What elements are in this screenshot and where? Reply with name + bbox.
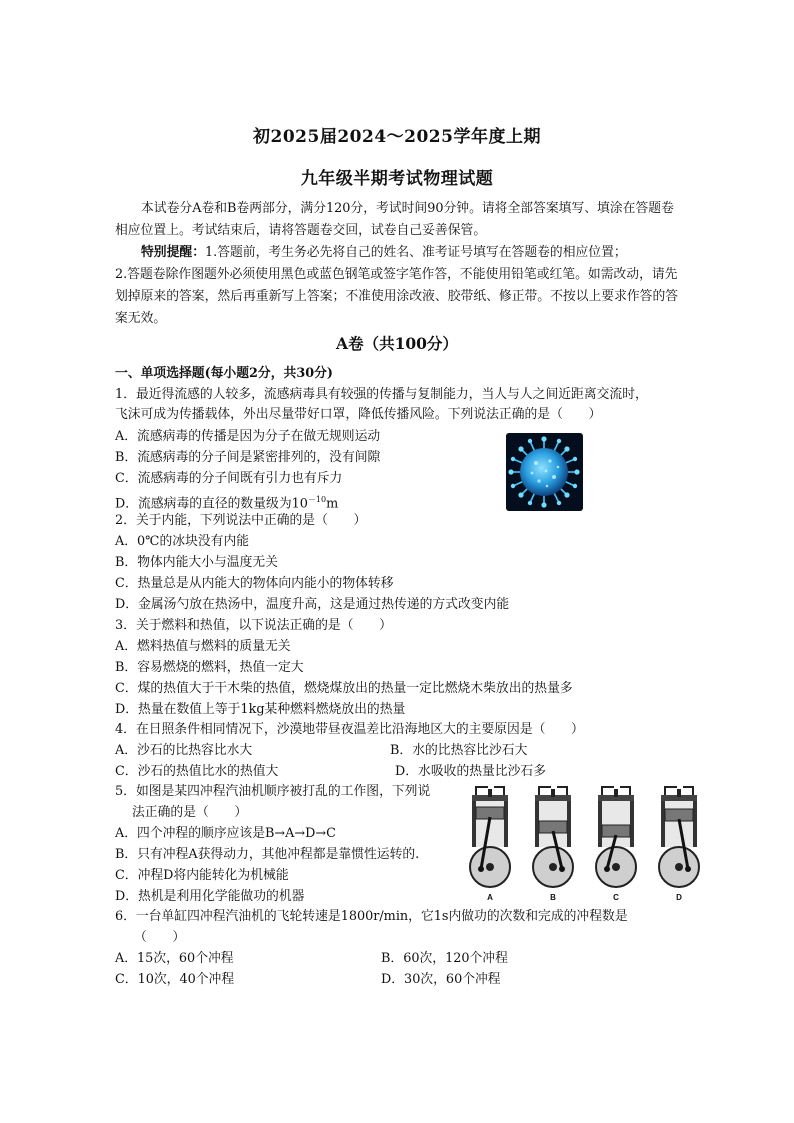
engine-a: [470, 787, 510, 902]
question-3-option-d: D．热量在数值上等于1kg某种燃料燃烧放出的热量: [115, 702, 406, 717]
question-4-option-c: C．沙石的热值比水的热值大: [115, 764, 279, 779]
question-1-stem-line-2: 飞沫可成为传播载体，外出尽量带好口罩，降低传播风险。下列说法正确的是（ ）: [115, 407, 602, 422]
engine-b: [533, 787, 573, 902]
question-3-stem: 3．关于燃料和热值，以下说法正确的是（ ）: [115, 618, 392, 633]
engine-d: [659, 787, 699, 902]
question-5-stem-line-2: 法正确的是（ ）: [132, 805, 248, 820]
question-2-option-a: A．0℃的冰块没有内能: [115, 534, 250, 549]
engine-label-b: B: [550, 893, 556, 902]
answer-rules-paragraph: 2.答题卷除作图题外必须使用黑色或蓝色钢笔或签字笔作答，不能使用铅笔或红笔。如需改动，请先划掉原来的答案，然后再重新写上答案；不准使用涂改液、胶带纸、修正带。不按以上要求作答的答案无效。: [115, 267, 679, 326]
question-3-option-c: C．煤的热值大于干木柴的热值，燃烧煤放出的热量一定比燃烧木柴放出的热量多: [115, 681, 573, 696]
question-1-option-b: B．流感病毒的分子间是紧密排列的，没有间隙: [115, 450, 381, 465]
question-6-option-a: A．15次，60个冲程: [115, 951, 234, 966]
question-5-option-a: A．四个冲程的顺序应该是B→A→D→C: [115, 826, 336, 841]
question-1-option-c: C．流感病毒的分子间既有引力也有斥力: [115, 471, 343, 486]
question-6-option-d: D．30次，60个冲程: [381, 972, 501, 987]
part-title: 一、单项选择题(每小题2分，共30分): [115, 366, 333, 381]
virus-image: [506, 433, 583, 511]
question-1-option-a: A．流感病毒的传播是因为分子在做无规则运动: [115, 429, 381, 444]
question-2-option-d: D．金属汤勺放在热汤中，温度升高，这是通过热传递的方式改变内能: [115, 597, 510, 612]
question-3-option-b: B．容易燃烧的燃料，热值一定大: [115, 660, 304, 675]
question-6-stem-line-1: 6．一台单缸四冲程汽油机的飞轮转速是1800r/min，它1s内做功的次数和完成的冲程数是: [115, 909, 628, 924]
special-notice: [115, 242, 681, 264]
question-2-stem: 2．关于内能，下列说法中正确的是（ ）: [115, 513, 367, 528]
option-d-prefix: D．流感病毒的直径的数量级为10: [115, 496, 308, 512]
question-2-option-b: B．物体内能大小与温度无关: [115, 555, 278, 570]
option-d-exponent: －10: [307, 495, 327, 504]
question-6-stem-line-2: （ ）: [134, 930, 186, 945]
question-4-option-b: B．水的比热容比沙石大: [390, 743, 528, 758]
question-4-option-d: D．水吸收的热量比沙石多: [395, 764, 547, 779]
exam-title: 初2025届2024～2025学年度上期: [253, 127, 541, 147]
question-4-stem: 4．在日照条件相同情况下，沙漠地带昼夜温差比沿海地区大的主要原因是（ ）: [115, 722, 584, 737]
instructions-paragraph: 本试卷分A卷和B卷两部分，满分120分，考试时间90分钟。请将全部答案填写、填涂在答题卷相应位置上。考试结束后，请将答题卷交回，试卷自己妥善保管。: [115, 201, 674, 238]
question-5-option-d: D．热机是利用化学能做功的机器: [115, 889, 305, 904]
engine-label-a: A: [487, 893, 493, 902]
engine-label-d: D: [676, 893, 682, 902]
question-5-stem-line-1: 5．如图是某四冲程汽油机顺序被打乱的工作图，下列说: [115, 784, 431, 799]
section-title: A卷（共100分）: [336, 334, 458, 353]
question-5-option-b: B．只有冲程A获得动力，其他冲程都是靠惯性运转的.: [115, 847, 420, 862]
question-4-option-a: A．沙石的比热容比水大: [115, 743, 253, 758]
notice-label: 特别提醒：: [141, 245, 205, 260]
engine-label-c: C: [613, 893, 619, 902]
engine-stroke-diagram: [458, 781, 714, 905]
option-d-unit: m: [326, 496, 339, 512]
question-5-option-c: C．冲程D将内能转化为机械能: [115, 868, 289, 883]
engine-c: [596, 787, 636, 902]
question-6-option-b: B．60次，120个冲程: [381, 951, 508, 966]
exam-subtitle: 九年级半期考试物理试题: [300, 169, 494, 189]
question-3-option-a: A．燃料热值与燃料的质量无关: [115, 639, 291, 654]
question-6-option-c: C．10次，40个冲程: [115, 972, 235, 987]
question-2-option-c: C．热量总是从内能大的物体向内能小的物体转移: [115, 576, 394, 591]
notice-text: 1.答题前，考生务必先将自己的姓名、准考证号填写在答题卷的相应位置；: [204, 245, 627, 260]
question-1-stem-line-1: 1．最近得流感的人较多，流感病毒具有较强的传播与复制能力，当人与人之间近距离交流时，: [115, 387, 648, 402]
